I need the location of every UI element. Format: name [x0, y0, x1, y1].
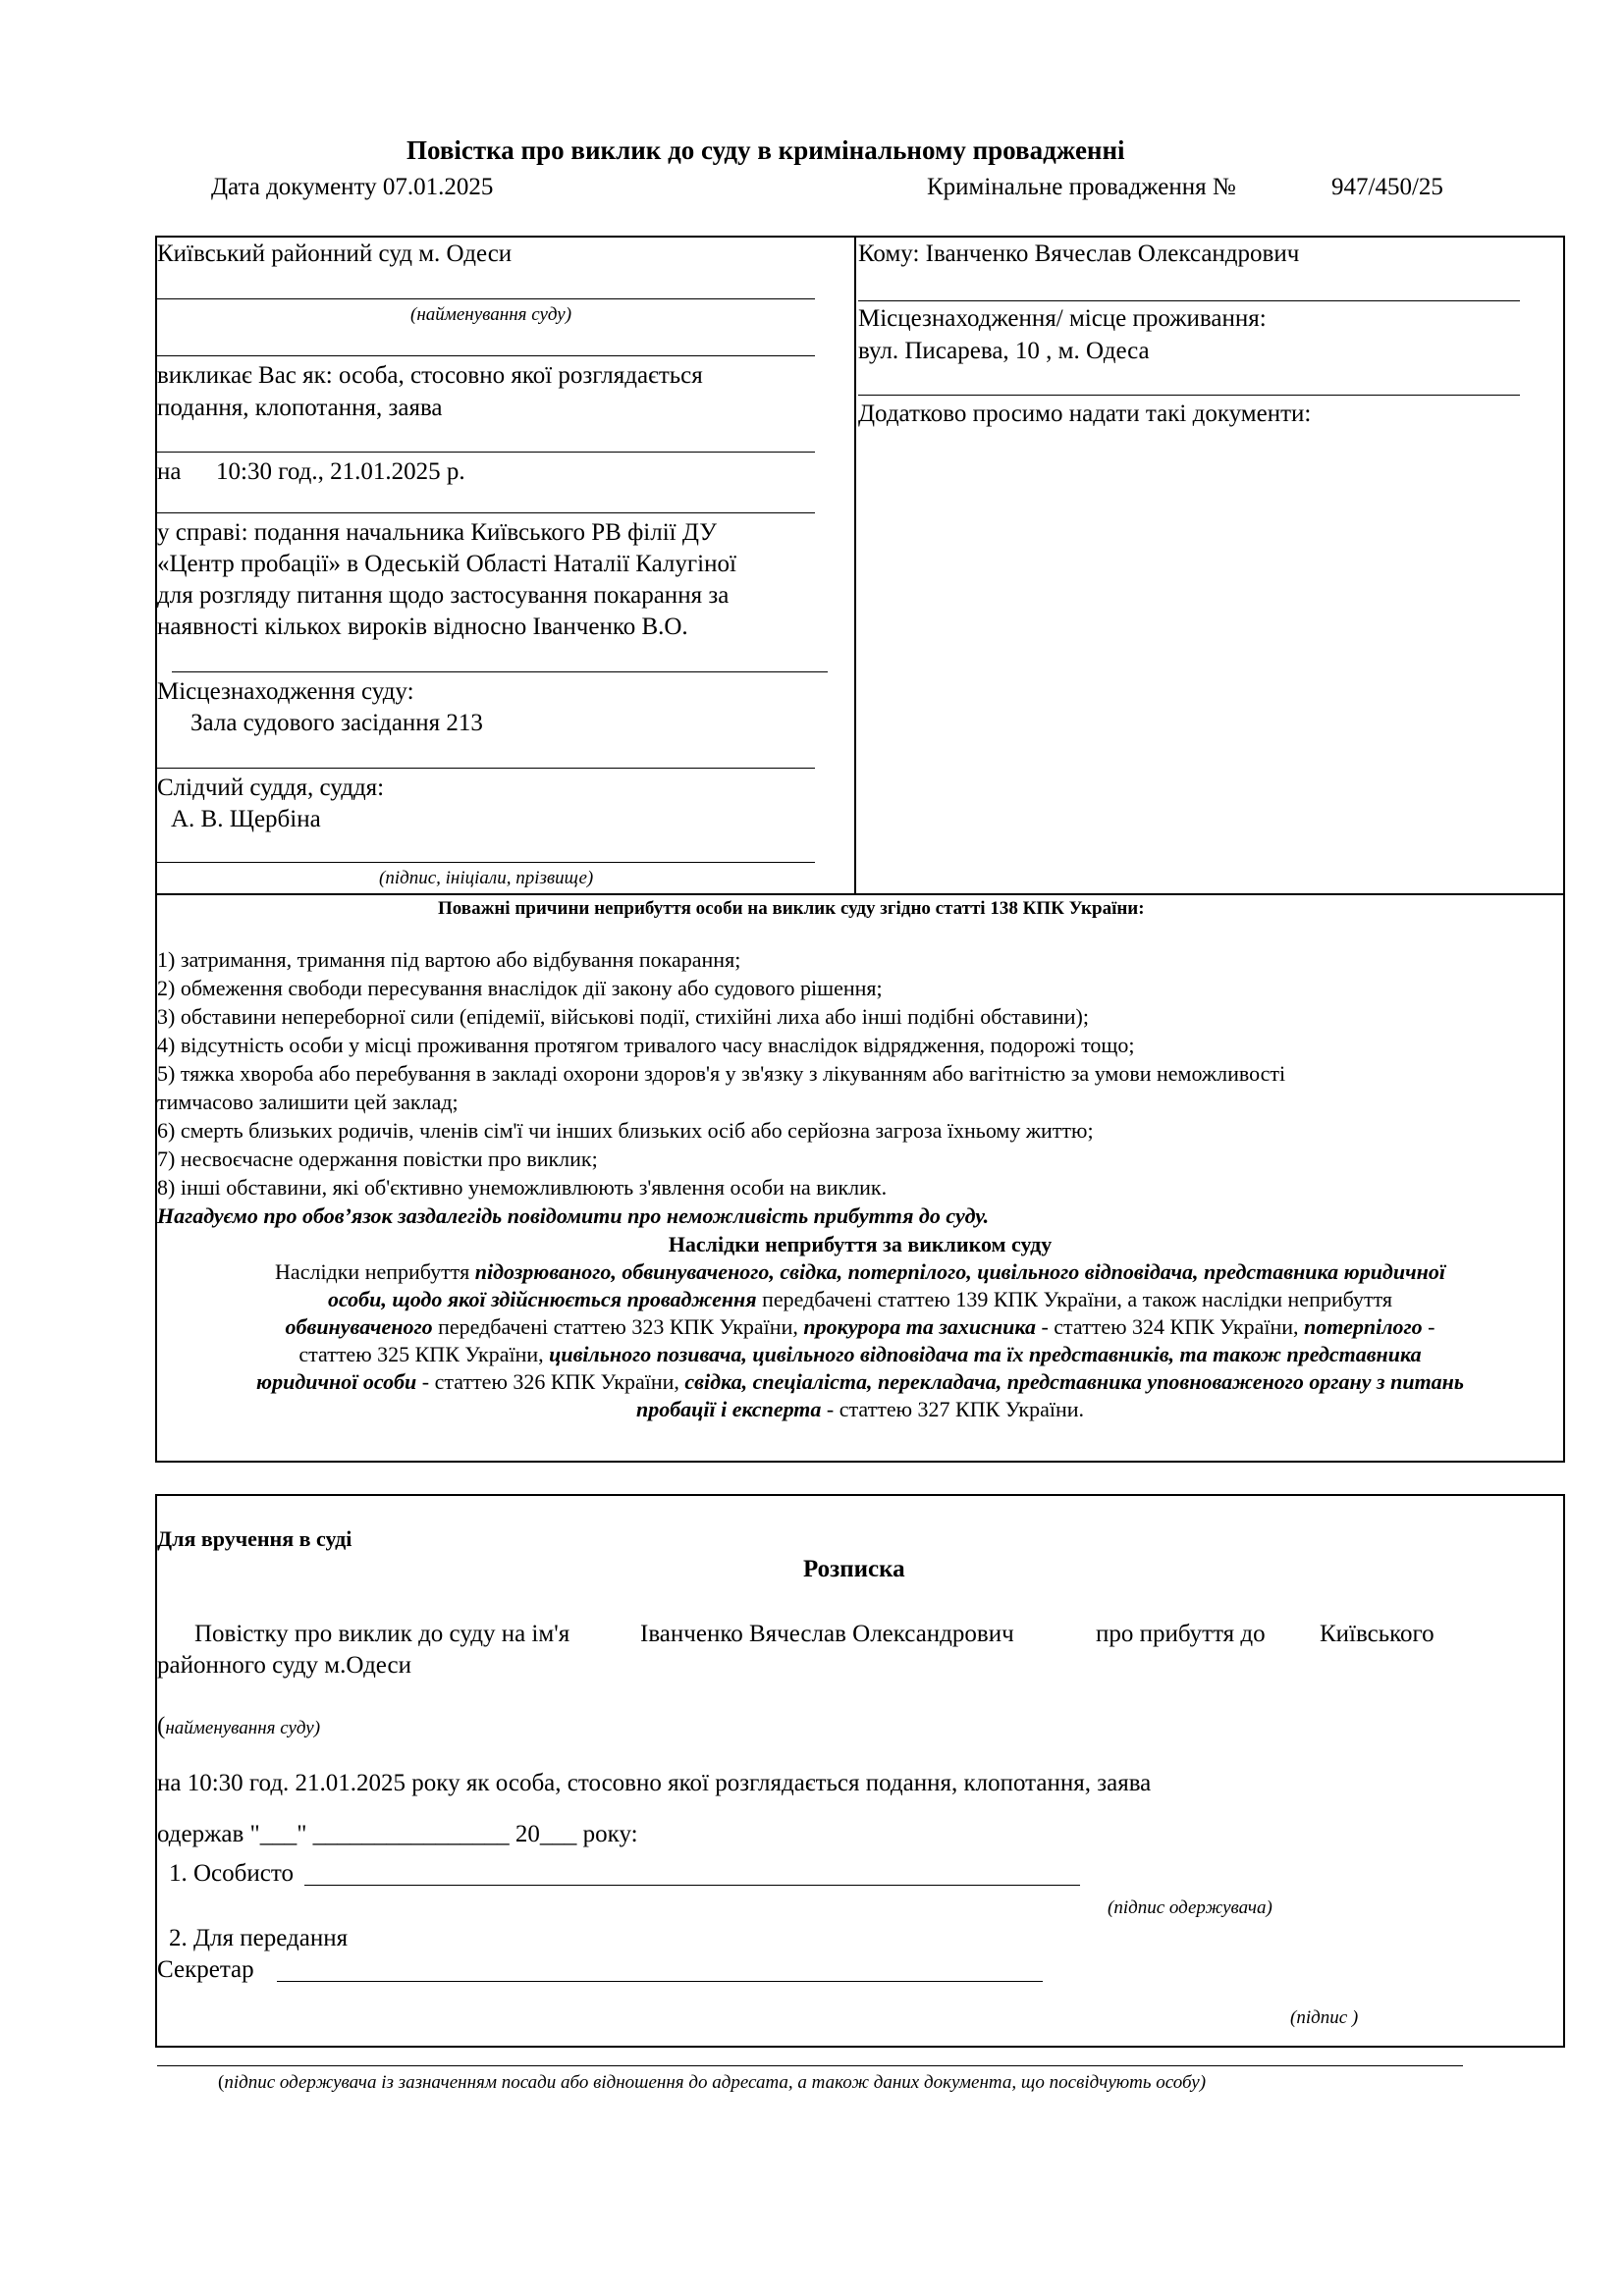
divider [157, 298, 815, 299]
page-title: Повістка про виклик до суду в кримінальному провадженні [406, 135, 1125, 165]
court-caption: (найменування суду) [410, 304, 572, 325]
divider [157, 862, 815, 863]
receipt-text-2: про прибуття до [1096, 1621, 1266, 1647]
receipt-court-1: Київського [1320, 1621, 1435, 1647]
case-number: 947/450/25 [1331, 174, 1443, 200]
case-line-4: наявності кількох вироків відносно Іванченко В.О. [157, 614, 688, 640]
court-location-label: Місцезнаходження суду: [157, 678, 414, 705]
column-divider [854, 236, 856, 893]
case-line-1: у справі: подання начальника Київського РВ філії ДУ [157, 519, 717, 546]
for-court-label: Для вручення в суді [157, 1526, 352, 1551]
secretary-label: Секретар [157, 1956, 254, 1983]
list-item: 4) відсутність особи у місці проживання протягом тривалого часу внаслідок відрядження, подорожі тощо; [157, 1033, 1135, 1057]
appearance-on-label: на [157, 458, 182, 485]
list-item: 2) обмеження свободи пересування внаслідок дії закону або судового рішення; [157, 976, 883, 1000]
summons-as: викликає Вас як: особа, стосовно якої розглядається [157, 362, 703, 389]
secretary-signature-caption: (підпис ) [1290, 2007, 1359, 2028]
consequences-line-1: Наслідки неприбуття підозрюваного, обвинуваченого, свідка, потерпілого, цивільного відповідача, представника юридичної [275, 1259, 1445, 1284]
recipient-signature-caption: (підпис одержувача) [1108, 1897, 1272, 1918]
divider [858, 395, 1520, 396]
judge-label: Слідчий суддя, суддя: [157, 774, 385, 801]
case-line-2: «Центр пробації» в Одеській Області Наталії Калугіної [157, 551, 736, 577]
case-label: Кримінальне провадження № [927, 174, 1236, 200]
reminder: Нагадуємо про обов’язок заздалегідь повідомити про неможливість прибуття до суду. [157, 1203, 990, 1228]
receipt-text-1: Повістку про виклик до суду на ім'я [194, 1621, 570, 1647]
consequences-line-5: юридичної особи - статтею 326 КПК України, свідка, спеціаліста, перекладача, представника уповноваженого органу з питань [256, 1369, 1464, 1394]
received-date-line: одержав "___" ________________ 20___ року: [157, 1821, 638, 1847]
list-item: 5) тяжка хвороба або перебування в закладі охорони здоров'я у зв'язку з лікуванням або вагітністю за умови неможливості [157, 1061, 1286, 1086]
receipt-title: Розписка [803, 1556, 905, 1582]
addressee: Кому: Іванченко Вячеслав Олександрович [858, 240, 1300, 267]
divider [157, 355, 815, 356]
list-item: 3) обставини непереборної сили (епідемії, військові події, стихійні лиха або інші подібні обставини); [157, 1004, 1089, 1029]
list-item: 7) несвоєчасне одержання повістки про виклик; [157, 1147, 598, 1171]
divider [157, 512, 815, 513]
document-date: Дата документу 07.01.2025 [211, 174, 494, 200]
list-item: 1) затримання, тримання під вартою або відбування покарання; [157, 947, 741, 972]
transfer-label: 2. Для передання [169, 1925, 349, 1951]
final-signature-line [157, 2065, 1463, 2066]
divider [157, 452, 815, 453]
consequences-line-6: пробації і експерта - статтею 327 КПК України. [635, 1397, 1085, 1421]
secretary-signature-line [277, 1981, 1043, 1982]
final-signature-caption: (підпис одержувача із зазначенням посади або відношення до адресата, а також даних документа, що посвідчують особу) [218, 2072, 1207, 2093]
reasons-title: Поважні причини неприбуття особи на виклик суду згідно статті 138 КПК України: [438, 898, 1145, 919]
recipient-signature-line [304, 1885, 1080, 1886]
signature-caption: (підпис, ініціали, прізвище) [379, 868, 594, 888]
court-location: Зала судового засідання 213 [190, 710, 483, 736]
personal-label: 1. Особисто [169, 1860, 294, 1887]
receipt-person: Іванченко Вячеслав Олександрович [640, 1621, 1014, 1647]
consequences-line-3: обвинуваченого передбачені статтею 323 КПК України, прокурора та захисника - статтею 324 КПК України, потерпілого - [285, 1314, 1435, 1339]
address-value: вул. Писарева, 10 , м. Одеса [858, 338, 1150, 364]
list-item: 6) смерть близьких родичів, членів сім'ї чи інших близьких осіб або серйозна загроза їхньому життю; [157, 1118, 1094, 1143]
list-item: тимчасово залишити цей заклад; [157, 1090, 459, 1114]
consequences-title: Наслідки неприбуття за викликом суду [668, 1232, 1053, 1256]
divider [858, 300, 1520, 301]
documents-request: Додатково просимо надати такі документи: [858, 400, 1312, 427]
consequences-line-2: особи, щодо якої здійснюється провадження передбачені статтею 139 КПК України, а також наслідки неприбуття [327, 1287, 1393, 1311]
divider [157, 768, 815, 769]
consequences-line-4: статтею 325 КПК України, цивільного позивача, цивільного відповідача та їх представників, та також представника [298, 1342, 1422, 1366]
summons-as-cont: подання, клопотання, заява [157, 395, 443, 421]
receipt-time-line: на 10:30 год. 21.01.2025 року як особа, стосовно якої розглядається подання, клопотання, заява [157, 1770, 1152, 1796]
address-label: Місцезнаходження/ місце проживання: [858, 305, 1267, 332]
divider [172, 671, 828, 672]
judge-name: А. В. Щербіна [171, 806, 321, 832]
court-name: Київський районний суд м. Одеси [157, 240, 513, 267]
receipt-court-caption: (найменування суду) [157, 1713, 321, 1739]
case-line-3: для розгляду питання щодо застосування покарання за [157, 582, 730, 609]
list-item: 8) інші обставини, які об'єктивно унеможливлюють з'явлення особи на виклик. [157, 1175, 888, 1200]
appearance-time: 10:30 год., 21.01.2025 р. [216, 458, 465, 485]
receipt-court-2: районного суду м.Одеси [157, 1652, 411, 1679]
